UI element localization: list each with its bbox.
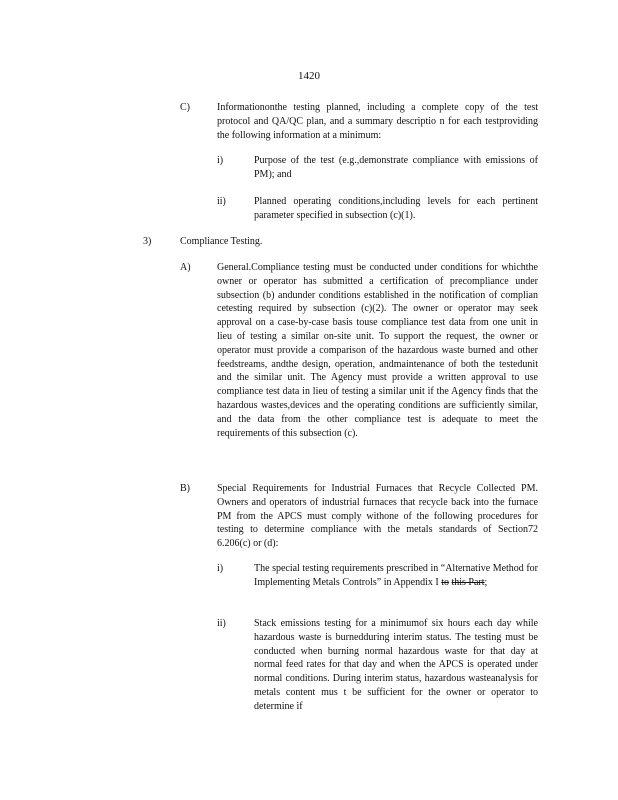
page-number: 1420	[298, 70, 320, 82]
section-3-marker: 3)	[143, 236, 152, 247]
item-c-sub-i-text: Purpose of the test (e.g.,demonstrate compliance with emissions of PM); and	[254, 155, 538, 180]
item-b-sub-i-marker: i)	[217, 563, 224, 574]
item-b-sub-i-struck-1: to	[441, 576, 449, 588]
section-3-title: Compliance Testing.	[180, 236, 263, 247]
item-c-sub-i-marker: i)	[217, 155, 224, 166]
item-c-marker: C)	[180, 102, 190, 113]
item-c-text: Informationonthe testing planned, including a complete copy of the test protocol and QA/QC plan, and a summary descriptio n for each testproviding the following information at a minimum:	[217, 102, 538, 141]
item-b-sub-i-main: The special testing requirements prescribed in “Alternative Method for Implementing Metals Controls” in Appendix I	[254, 563, 538, 588]
item-a-text: General.Compliance testing must be conducted under conditions for whichthe owner or operator has submitted a certification of precompliance under subsection (b) andunder conditions established in the notification of complian cetesting required by subsection (c)(2). The owner or operator may seek approval on a case-by-case basis touse compliance test data from one unit in lieu of testing a similar on-site unit. To support the request, the owner or operator must provide a comparison of the hazardous waste burned and other feedstreams, andthe design, operation, andmaintenance of both the testedunit and the similar unit. The Agency must provide a written approval to use compliance test data in lieu of testing a similar unit if the Agency finds that the hazardous wastes,devices and the operating conditions are sufficiently similar, and the data from the other compliance test is adequate to meet the requirements of this subsection (c).	[217, 262, 538, 439]
item-b-marker: B)	[180, 483, 190, 494]
item-b-sub-ii-text: Stack emissions testing for a minimumof six hours each day while hazardous waste is burnedduring interim status. The testing must be conducted when burning normal hazardous waste for that day at normal feed rates for that day and when the APCS is operated under normal conditions. During interim status, hazardous wasteanalysis for metals content mus t be sufficient for the owner or operator to determine if	[254, 618, 538, 712]
item-b-sub-i-end: ;	[484, 576, 488, 588]
item-a-marker: A)	[180, 262, 191, 273]
item-c-sub-ii-marker: ii)	[217, 196, 226, 207]
item-b-sub-ii-marker: ii)	[217, 618, 226, 629]
item-b-sub-i-struck-2: this Part	[451, 576, 485, 588]
item-b-text: Special Requirements for Industrial Furnaces that Recycle Collected PM. Owners and operators of industrial furnaces that recycle back into the furnace PM from the APCS must comply withone of the following procedures for testing to determine compliance with the metals standards of Section72 6.206(c) or (d):	[217, 483, 538, 550]
item-c-sub-ii-text: Planned operating conditions,including levels for each pertinent parameter specified in subsection (c)(1).	[254, 196, 538, 221]
item-b-sub-i-text	[254, 562, 538, 590]
